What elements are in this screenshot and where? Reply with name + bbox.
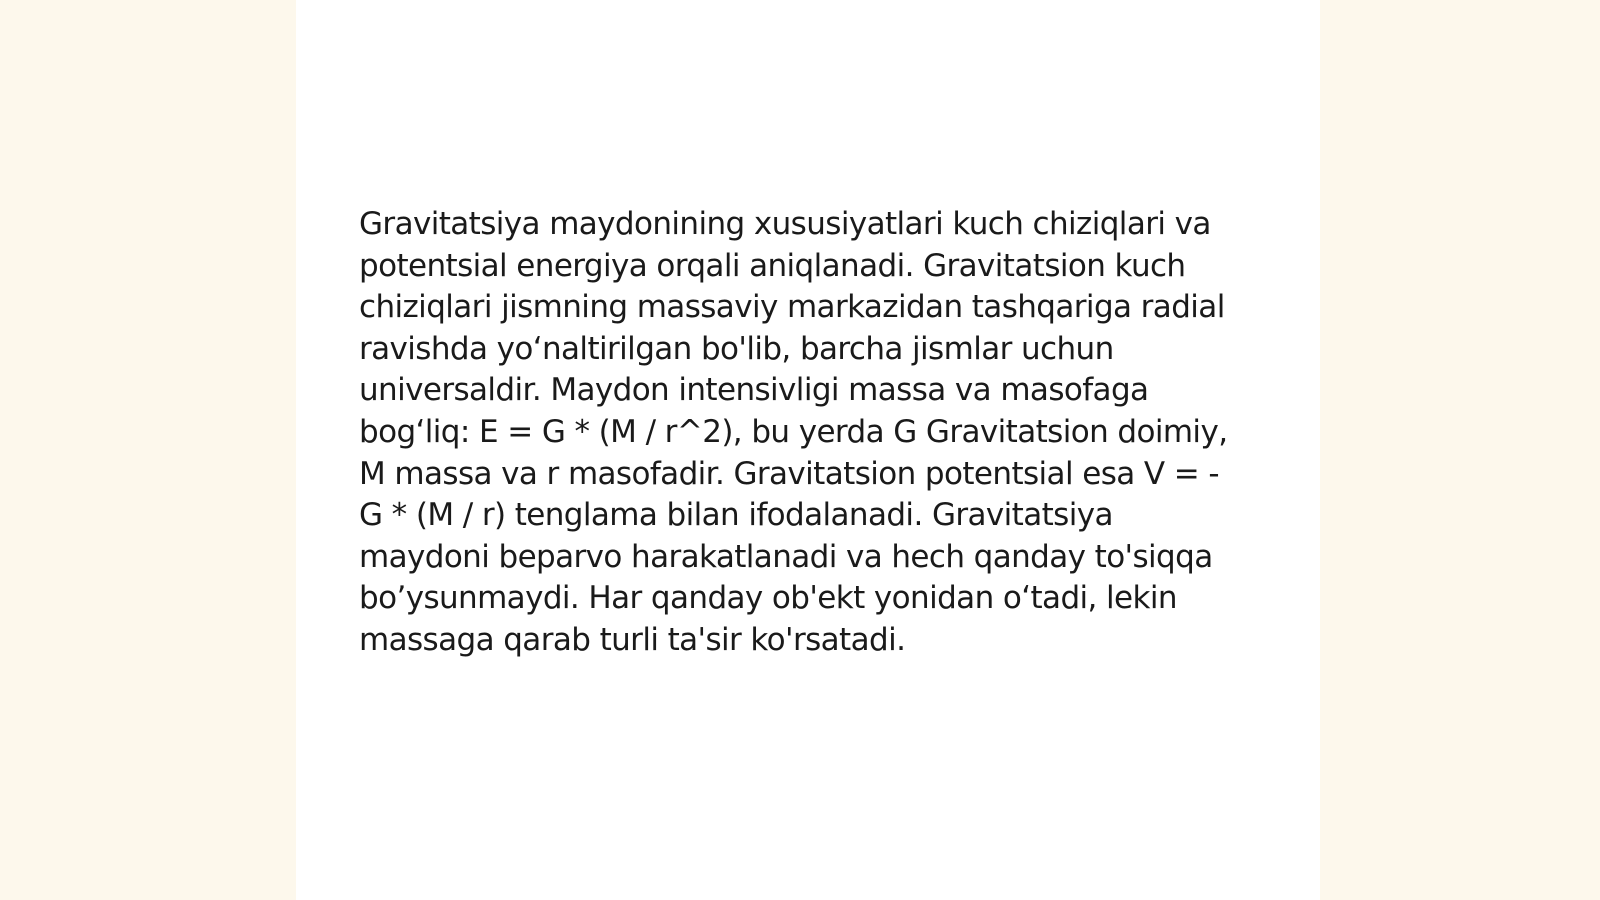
slide <box>296 0 1320 900</box>
slide-body-text: Gravitatsiya maydonining xususiyatlari kuch chiziqlari va potentsial energiya orqali aniqlanadi. Gravitatsion kuch chiziqlari jismning massaviy markazidan tashqariga radial ravishda yo‘naltirilgan bo'lib, barcha jismlar uchun universaldir. Maydon intensivligi massa va masofaga bog‘liq: E = G * (M / r^2), bu yerda G Gravitatsion doimiy, M massa va r masofadir. Gravitatsion potentsial esa V = -G * (M / r) tenglama bilan ifodalanadi. Gravitatsiya maydoni beparvo harakatlanadi va hech qanday to'siqqa bo’ysunmaydi. Har qanday ob'ekt yonidan o‘tadi, lekin massaga qarab turli ta'sir ko'rsatadi. <box>359 206 1228 658</box>
